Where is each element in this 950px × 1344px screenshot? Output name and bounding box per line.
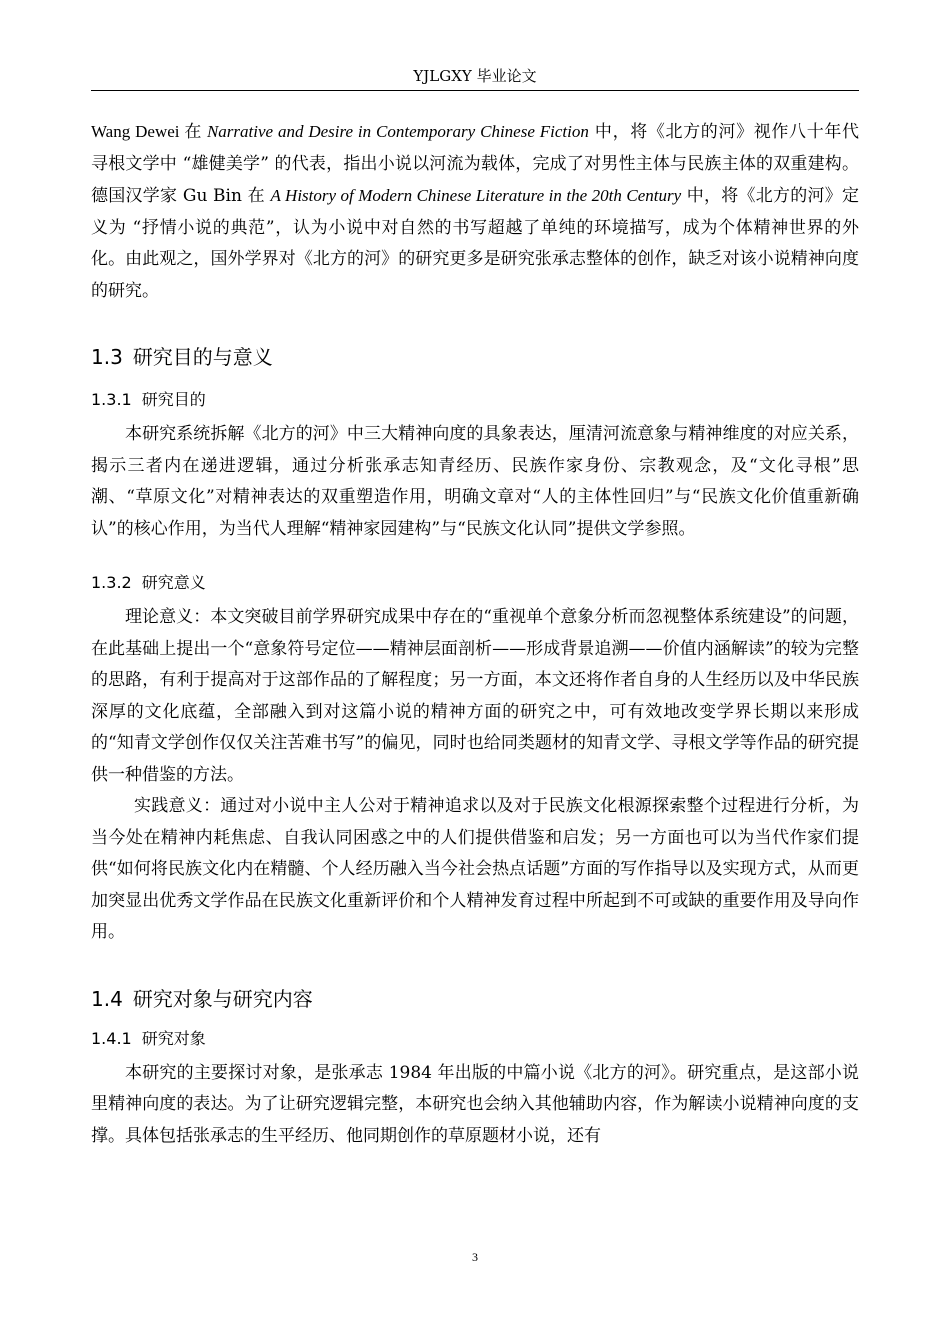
theoretical-significance-paragraph: 理论意义：本文突破目前学界研究成果中存在的“重视单个意象分析而忽视整体系统建设”的问题，在此基础上提出一个“意象符号定位——精神层面剖析——形成背景追溯——价值内涵解读”的较为完整的思路，有利于提高对于这部作品的了解程度；另一方面，本文还将作者自身的人生经历以及中华民族深厚的文化底蕴，全部融入到对这篇小说的精神方面的研究之中，可有效地改变学界长期以来形成的“知青文学创作仅仅关注苦难书写”的偏见，同时也给同类题材的知青文学、寻根文学等作品的研究提供一种借鉴的方法。 (91, 607, 859, 785)
intro-book-title-1: Narrative and Desire in Contemporary Chinese Fiction (206, 122, 589, 141)
section-number: 1.3 (91, 345, 123, 369)
section-heading-1-4 (91, 985, 859, 1013)
section-heading-1-3 (91, 343, 859, 371)
intro-paragraph (91, 116, 859, 307)
intro-book-title-2: A History of Modern Chinese Literature in the 20th Century (270, 186, 682, 205)
research-purpose-paragraph: 本研究系统拆解《北方的河》中三大精神向度的具象表达，厘清河流意象与精神维度的对应关系，揭示三者内在递进逻辑，通过分析张承志知青经历、民族作家身份、宗教观念，及“文化寻根”思潮、“草原文化”对精神表达的双重塑造作用，明确文章对“人的主体性回归”与“民族文化价值重新确认”的核心作用，为当代人理解“精神家园建构”与“民族文化认同”提供文学参照。 (91, 424, 859, 539)
subsection-heading-1-3-1 (91, 388, 859, 412)
subsection-title: 研究对象 (141, 1028, 206, 1048)
subsection-title: 研究目的 (141, 390, 206, 409)
section-title: 研究对象与研究内容 (132, 986, 313, 1011)
subsection-number: 1.4.1 (91, 1028, 132, 1048)
page-body (91, 116, 859, 1152)
subsection-number: 1.3.2 (91, 573, 132, 592)
intro-text-1: Wang Dewei 在 (91, 122, 207, 141)
section-title: 研究目的与意义 (132, 345, 273, 369)
page-number: 3 (472, 1250, 478, 1264)
section-number: 1.4 (91, 986, 123, 1011)
running-header: YJLGXY 毕业论文 (413, 67, 537, 85)
subsection-heading-1-3-2 (91, 571, 859, 595)
subsection-title: 研究意义 (141, 573, 206, 592)
research-object-paragraph: 本研究的主要探讨对象，是张承志 1984 年出版的中篇小说《北方的河》。研究重点，是这部小说里精神向度的表达。为了让研究逻辑完整，本研究也会纳入其他辅助内容，作为解读小说精神向度的支撑。具体包括张承志的生平经历、他同期创作的草原题材小说，还有 (91, 1062, 859, 1146)
practical-significance-paragraph: 实践意义：通过对小说中主人公对于精神追求以及对于民族文化根源探索整个过程进行分析，为当今处在精神内耗焦虑、自我认同困惑之中的人们提供借鉴和启发；另一方面也可以为当代作家们提供“如何将民族文化内在精髓、个人经历融入当今社会热点话题”方面的写作指导以及实现方式，从而更加突显出优秀文学作品在民族文化重新评价和个人精神发育过程中所起到不可或缺的重要作用及导向作用。 (91, 796, 859, 942)
subsection-number: 1.3.1 (91, 390, 132, 409)
intro-text-3: 中，将《北方的河》定义为 “抒情小说的典范”，认为小说中对自然的书写超越了单纯的环境描写，成为个体精神世界的外化。由此观之，国外学界对《北方的河》的研究更多是研究张承志整体的创作，缺乏对该小说精神向度的研究。 (91, 186, 859, 301)
intro-text-2: 中，将《北方的河》视作八十年代寻根文学中 “雄健美学” 的代表，指出小说以河流为载体，完成了对男性主体与民族主体的双重建构。德国汉学家 Gu Bin 在 (91, 122, 859, 206)
subsection-heading-1-4-1 (91, 1027, 859, 1051)
header-divider (91, 90, 859, 91)
